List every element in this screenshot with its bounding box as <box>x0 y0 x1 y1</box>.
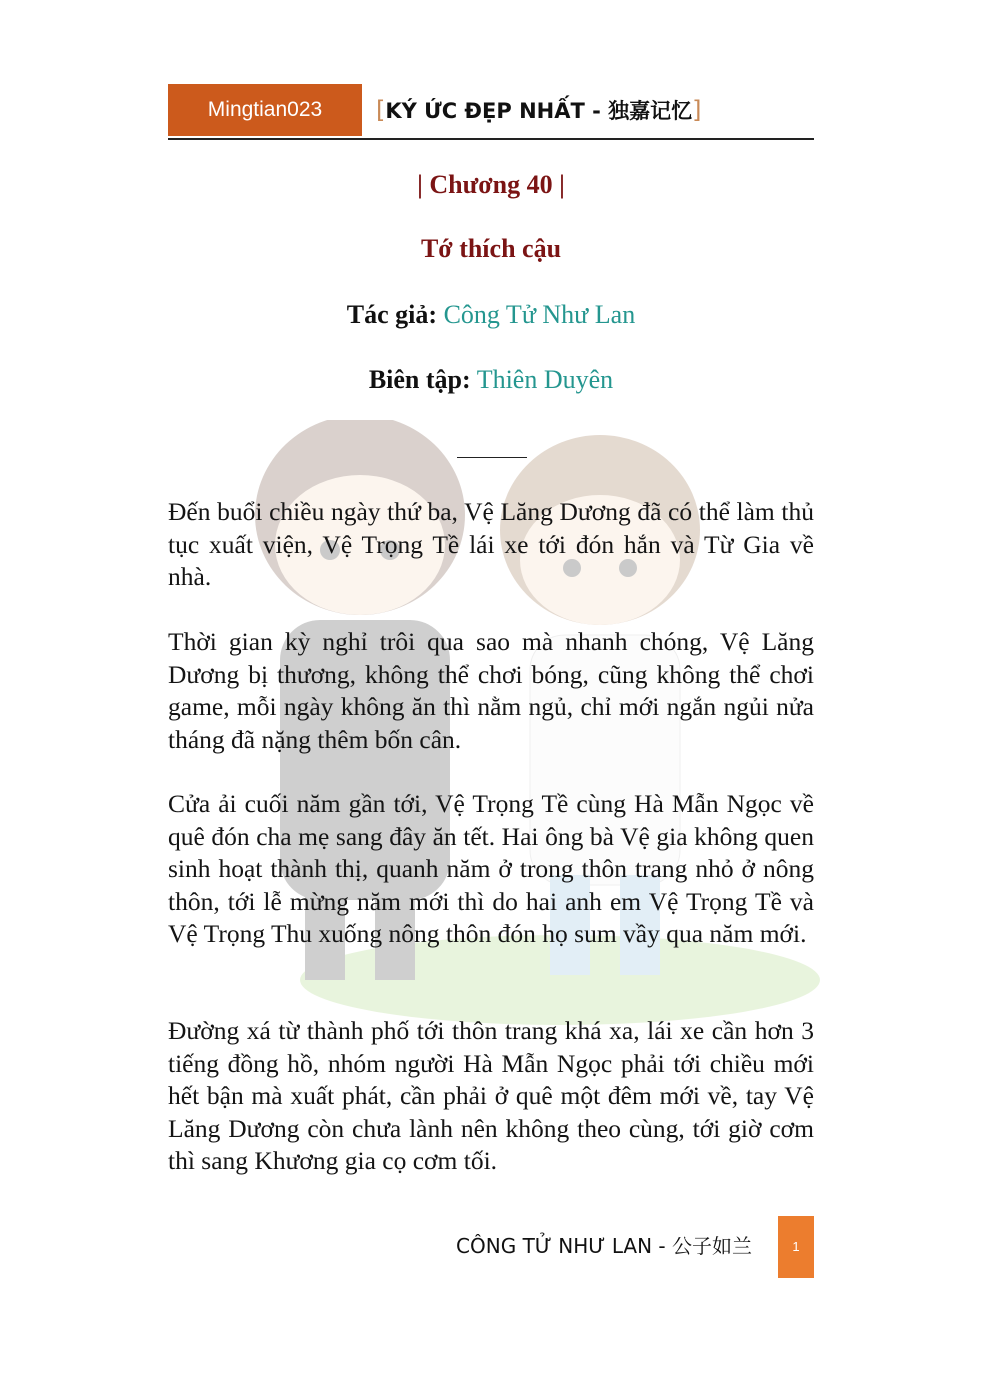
header-title <box>376 84 702 136</box>
editor-name: Thiên Duyên <box>476 365 614 394</box>
author-name: Công Tử Như Lan <box>443 300 636 329</box>
editor-label: Biên tập: <box>368 365 471 394</box>
body-paragraph-1: Đến buổi chiều ngày thứ ba, Vệ Lăng Dương đã có thể làm thủ tục xuất viện, Vệ Trọng Tề lái xe tới đón hắn và Từ Gia về nhà. <box>168 497 814 591</box>
header-title-text: KÝ ỨC ĐẸP NHẤT - 独嘉记忆 <box>385 99 693 123</box>
footer-text: CÔNG TỬ NHƯ LAN - 公子如兰 <box>456 1234 752 1258</box>
header-tab: Mingtian023 <box>168 84 362 136</box>
chapter-subtitle: Tớ thích cậu <box>420 234 562 263</box>
header-bracket-close: ] <box>692 96 702 124</box>
page-number: 1 <box>778 1216 814 1278</box>
header-bracket-open: [ <box>376 96 386 124</box>
page-header <box>168 84 814 140</box>
body-paragraph-3: Cửa ải cuối năm gần tới, Vệ Trọng Tề cùng Hà Mẫn Ngọc về quê đón cha mẹ sang đây ăn tết. Hai ông bà Vệ gia không quen sinh hoạt thành thị, quanh năm ở trong thôn trang nhỏ ở nông thôn, tới lễ mừng năm mới thì do hai anh em Vệ Trọng Tề và Vệ Trọng Thu xuống nông thôn đón họ sum vầy qua năm mới. <box>168 789 814 948</box>
chapter-heading: | Chương 40 | <box>417 170 565 199</box>
body-paragraph-4: Đường xá từ thành phố tới thôn trang khá xa, lái xe cần hơn 3 tiếng đồng hồ, nhóm người Hà Mẫn Ngọc phải tới chiều mới hết bận mà xuất phát, cần phải ở quê một đêm mới về, tay Vệ Lăng Dương còn chưa lành nên không theo cùng, tới giờ cơm thì sang Khương gia cọ cơm tối. <box>168 1016 814 1175</box>
editor-line <box>168 365 814 395</box>
author-label: Tác giả: <box>346 300 438 329</box>
author-line <box>168 300 814 330</box>
body-paragraph-2: Thời gian kỳ nghỉ trôi qua sao mà nhanh chóng, Vệ Lăng Dương bị thương, không thể chơi bóng, cũng không thể chơi game, mỗi ngày không ăn thì nằm ngủ, chỉ mới ngắn ngủi nửa tháng đã nặng thêm bốn cân. <box>168 627 814 754</box>
section-divider <box>457 457 527 458</box>
